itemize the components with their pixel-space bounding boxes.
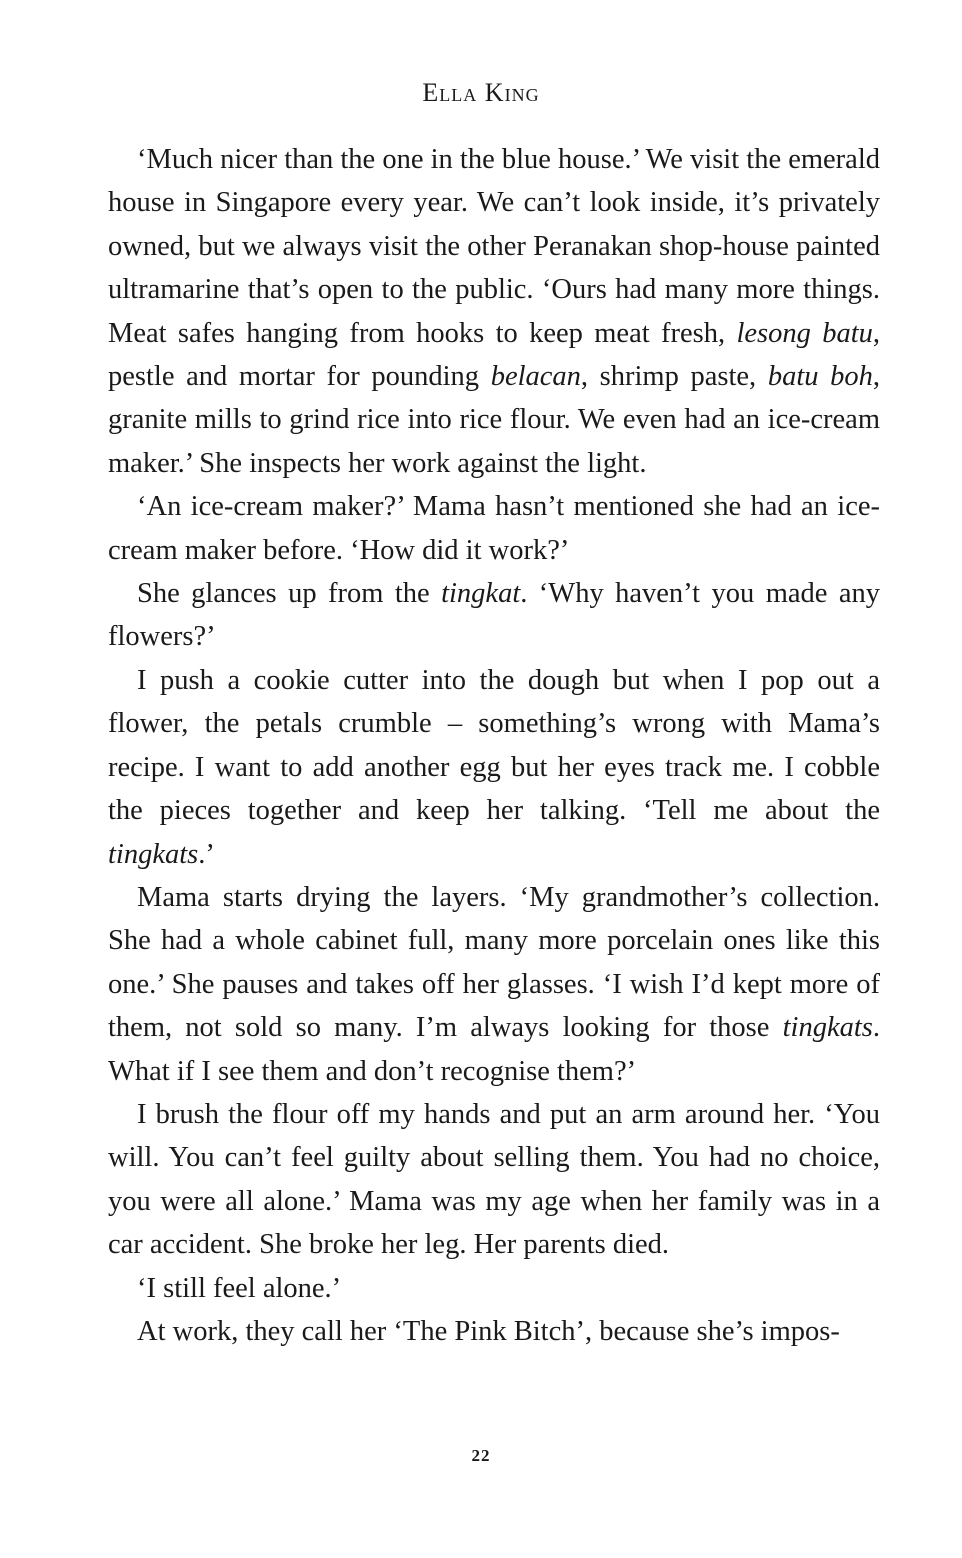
text-run: She glances up from the bbox=[137, 578, 442, 610]
paragraph bbox=[108, 1310, 880, 1353]
paragraph bbox=[108, 138, 880, 485]
text-run: , granite mills to grind rice into rice flour. We even had an ice-cream maker.’ She inspects her work against the light. bbox=[108, 361, 881, 479]
italic-term: batu boh bbox=[767, 361, 873, 393]
page-number: 22 bbox=[471, 1446, 491, 1465]
text-run: ‘Much nicer than the one in the blue house.’ We visit the emerald house in Singapore every year. We can’t look inside, it’s privately owned, but we always visit the other Peranakan shop-house painted ultramarine that’s open to the public. ‘Ours had many more things. Meat safes hanging from hooks to keep meat fresh, bbox=[108, 144, 880, 349]
text-run: , pestle and mortar for pounding bbox=[108, 317, 881, 393]
italic-term: lesong batu bbox=[736, 317, 873, 349]
text-run: Mama starts drying the layers. ‘My grandmother’s collection. She had a whole cabinet full, many more porcelain ones like this one.’ She pauses and takes off her glasses. ‘I wish I’d kept more of them, not sold so many. I’m always looking for those bbox=[108, 881, 880, 1044]
text-run: At work, they call her ‘The Pink Bitch’, because she’s impos- bbox=[137, 1315, 840, 1347]
text-run: . What if I see them and don’t recognise them?’ bbox=[108, 1012, 880, 1087]
paragraph bbox=[108, 1093, 880, 1267]
text-run: .’ bbox=[198, 838, 215, 870]
paragraph bbox=[108, 659, 880, 876]
text-run: , shrimp paste, bbox=[580, 361, 768, 393]
running-head: Ella King bbox=[422, 78, 540, 107]
paragraph bbox=[108, 485, 880, 572]
italic-term: belacan bbox=[490, 361, 581, 393]
italic-term: tingkat bbox=[441, 578, 521, 610]
text-run: . ‘Why haven’t you made any flowers?’ bbox=[108, 578, 880, 653]
paragraph bbox=[108, 1267, 880, 1310]
italic-term: tingkats bbox=[782, 1012, 873, 1044]
text-run: ‘I still feel alone.’ bbox=[137, 1272, 342, 1304]
body-text bbox=[108, 138, 880, 1353]
text-run: ‘An ice-cream maker?’ Mama hasn’t mentioned she had an ice-cream maker before. ‘How did it work?’ bbox=[108, 491, 880, 566]
paragraph bbox=[108, 572, 880, 659]
italic-term: tingkats bbox=[108, 838, 199, 870]
text-run: I brush the flour off my hands and put an arm around her. ‘You will. You can’t feel guilty about selling them. You had no choice, you were all alone.’ Mama was my age when her family was in a car accident. She broke her leg. Her parents died. bbox=[108, 1098, 880, 1261]
text-run: I push a cookie cutter into the dough but when I pop out a flower, the petals crumble – something’s wrong with Mama’s recipe. I want to add another egg but her eyes track me. I cobble the pieces together and keep her talking. ‘Tell me about the bbox=[108, 664, 880, 827]
paragraph bbox=[108, 876, 880, 1093]
